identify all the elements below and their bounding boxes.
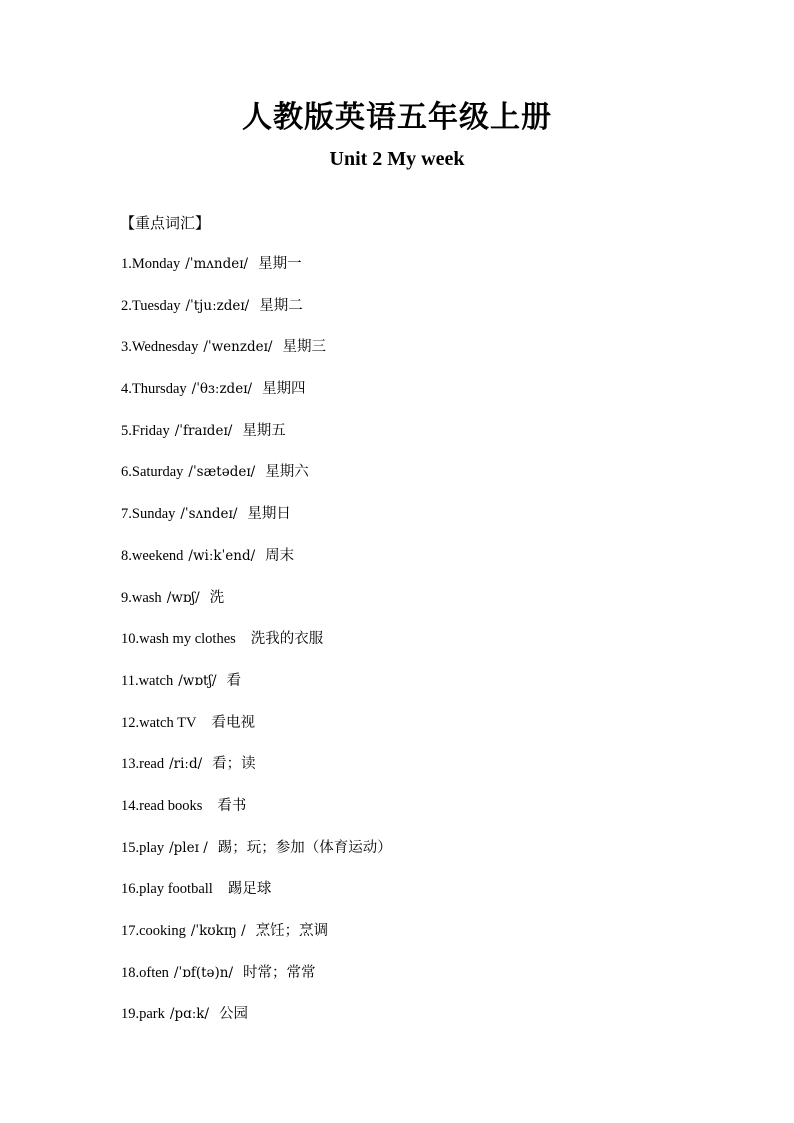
vocab-word: 8.weekend	[121, 547, 184, 564]
vocab-item	[121, 796, 392, 838]
vocab-item	[121, 462, 392, 504]
vocab-meaning: 周末	[265, 547, 295, 564]
vocab-item	[121, 963, 392, 1005]
section-label-key-vocabulary: 【重点词汇】	[120, 214, 211, 232]
vocab-word: 12.watch TV	[121, 714, 197, 731]
vocab-meaning: 星期四	[262, 381, 306, 398]
vocab-phonetic: /ˈθɜːzdeɪ/	[191, 381, 253, 398]
vocab-phonetic: /ˈɒf(tə)n/	[173, 964, 234, 981]
vocab-word: 13.read	[121, 756, 165, 773]
vocab-item	[121, 254, 392, 296]
vocabulary-list	[121, 254, 392, 1046]
vocab-phonetic: /ˈsætədeɪ/	[188, 464, 256, 481]
vocab-phonetic: /riːd/	[169, 756, 203, 773]
vocab-phonetic: /wiːkˈend/	[188, 547, 256, 564]
vocab-meaning: 看电视	[211, 714, 255, 731]
vocab-phonetic: /pleɪ /	[169, 839, 208, 856]
vocab-item	[121, 379, 392, 421]
vocab-meaning: 星期日	[247, 506, 291, 523]
vocab-phonetic: /ˈsʌndeɪ/	[180, 506, 238, 523]
vocab-phonetic: /ˈkʊkɪŋ /	[190, 923, 246, 939]
vocab-meaning: 洗	[209, 589, 225, 606]
vocab-phonetic: /ˈfraɪdeɪ/	[174, 422, 233, 439]
vocab-meaning: 踢足球	[227, 881, 272, 898]
vocab-word: 1.Monday	[121, 256, 181, 272]
vocab-meaning: 看；读	[212, 756, 256, 773]
vocab-phonetic: /pɑːk/	[169, 1006, 209, 1023]
vocab-meaning: 时常；常常	[243, 964, 316, 981]
vocab-item	[121, 588, 392, 630]
vocab-phonetic: /wɒʃ/	[166, 589, 200, 606]
vocab-word: 19.park	[121, 1006, 165, 1023]
vocab-item	[121, 629, 392, 671]
vocab-item	[121, 296, 392, 338]
vocab-meaning: 星期三	[282, 339, 326, 356]
vocab-word: 10.wash my clothes	[121, 631, 236, 648]
vocab-phonetic: /ˈwenzdeɪ/	[203, 339, 273, 356]
vocab-item	[121, 1004, 392, 1046]
vocab-meaning: 烹饪；烹调	[255, 923, 329, 939]
vocab-item	[121, 421, 392, 463]
vocab-item	[121, 921, 392, 963]
vocab-item	[121, 838, 392, 880]
vocab-item	[121, 671, 392, 713]
unit-subtitle: Unit 2 My week	[329, 148, 465, 170]
vocab-word: 17.cooking	[121, 923, 186, 939]
page-title: 人教版英语五年级上册	[242, 100, 552, 135]
vocab-word: 2.Tuesday	[121, 297, 181, 314]
vocab-meaning: 洗我的衣服	[250, 631, 324, 648]
vocab-word: 6.Saturday	[121, 464, 184, 481]
vocab-word: 9.wash	[121, 589, 162, 606]
vocab-word: 14.read books	[121, 797, 203, 814]
vocab-item	[121, 754, 392, 796]
vocab-word: 4.Thursday	[121, 381, 187, 398]
vocab-word: 18.often	[121, 964, 169, 981]
vocab-meaning: 看	[226, 672, 242, 689]
vocab-meaning: 看书	[217, 797, 247, 814]
vocab-item	[121, 879, 392, 921]
vocab-meaning: 星期五	[242, 422, 286, 439]
vocab-word: 11.watch	[121, 672, 174, 689]
vocab-item	[121, 337, 392, 379]
vocab-phonetic: /ˈmʌndeɪ/	[185, 256, 249, 272]
vocab-phonetic: /wɒtʃ/	[178, 672, 217, 689]
vocab-meaning: 踢；玩；参加（体育运动）	[217, 839, 392, 856]
vocab-meaning: 公园	[219, 1006, 248, 1023]
vocab-word: 15.play	[121, 839, 165, 856]
vocab-meaning: 星期一	[258, 256, 302, 272]
vocab-item	[121, 713, 392, 755]
vocab-item	[121, 504, 392, 546]
vocab-word: 5.Friday	[121, 422, 170, 439]
vocab-word: 16.play football	[121, 881, 213, 898]
vocab-item	[121, 546, 392, 588]
vocab-meaning: 星期二	[259, 297, 303, 314]
vocab-meaning: 星期六	[265, 464, 309, 481]
vocab-word: 7.Sunday	[121, 506, 176, 523]
vocab-phonetic: /ˈtjuːzdeɪ/	[185, 297, 250, 314]
vocab-word: 3.Wednesday	[121, 339, 199, 356]
